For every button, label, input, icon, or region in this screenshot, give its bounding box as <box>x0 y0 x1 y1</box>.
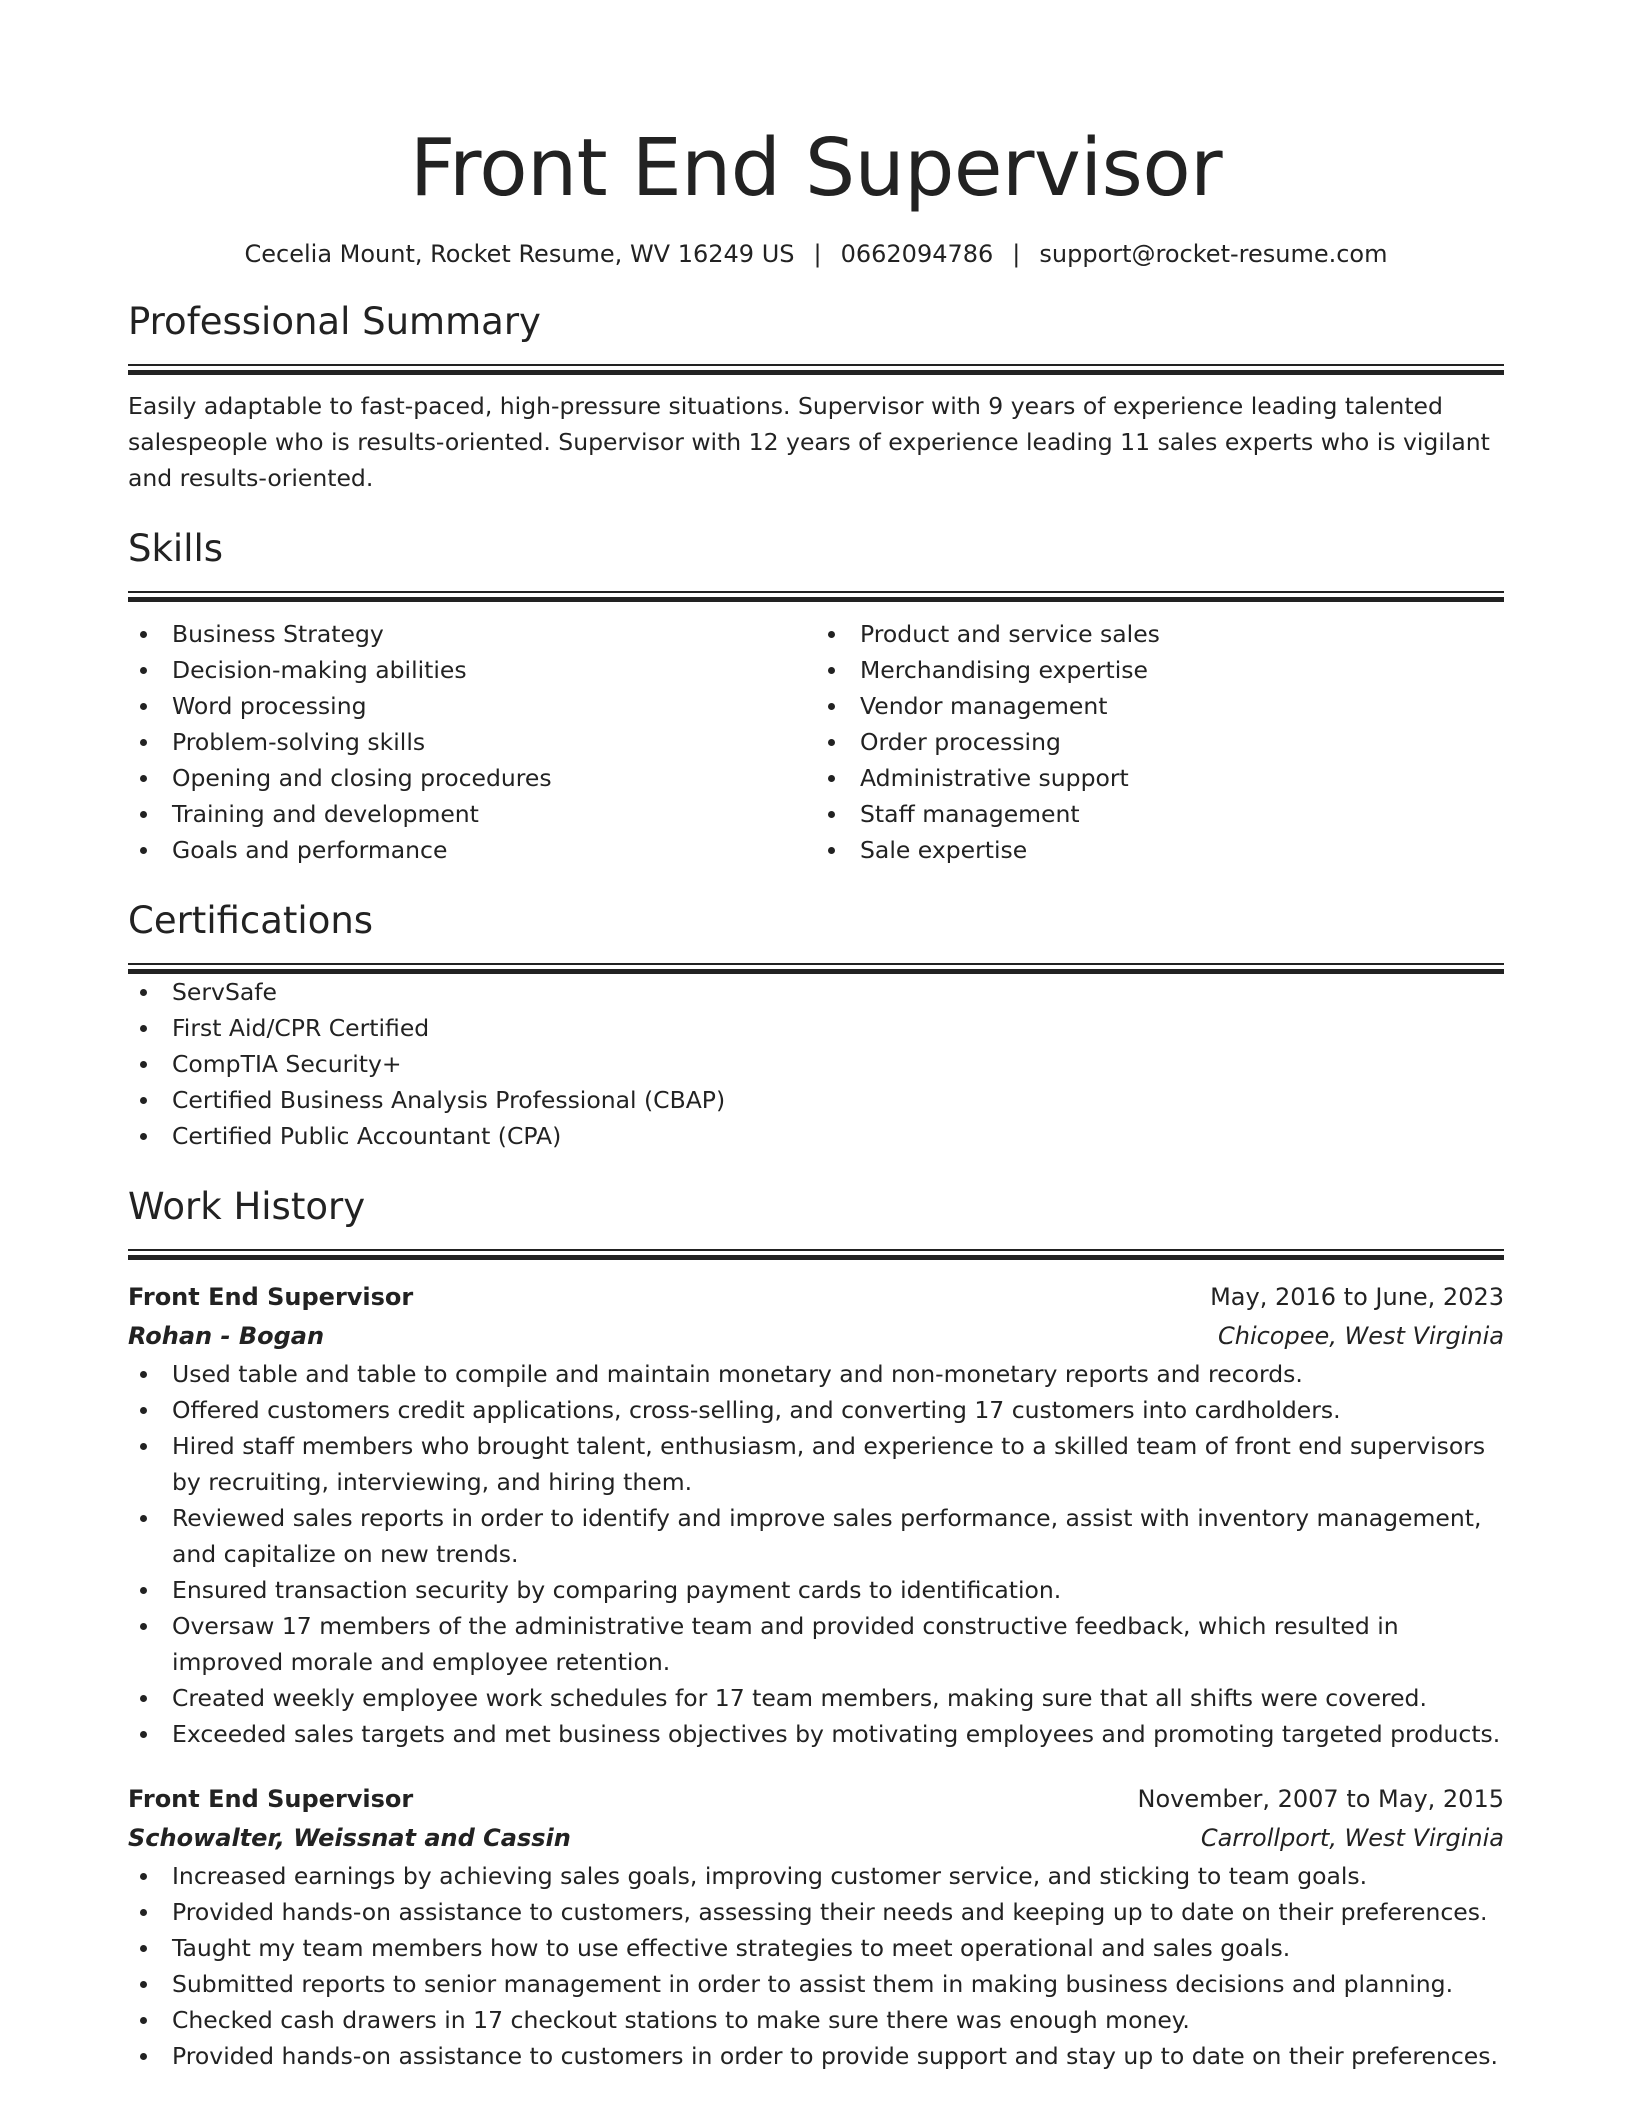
contact-address: Cecelia Mount, Rocket Resume, WV 16249 US <box>244 240 795 268</box>
skill-item: Vendor management <box>816 688 1504 724</box>
job-company-row <box>128 1819 1504 1858</box>
skill-item: Staff management <box>816 796 1504 832</box>
contact-separator: | <box>813 240 822 268</box>
job-location: Chicopee, West Virginia <box>1217 1322 1504 1350</box>
job-bullet: Checked cash drawers in 17 checkout stations to make sure there was enough money. <box>128 2002 1504 2038</box>
section-heading: Certifications <box>128 899 374 942</box>
skill-item: Training and development <box>128 796 816 832</box>
skill-item: Opening and closing procedures <box>128 760 816 796</box>
skills-list-right <box>816 616 1504 868</box>
job-bullet: Taught my team members how to use effective strategies to meet operational and sales goals. <box>128 1930 1504 1966</box>
job-bullet: Oversaw 17 members of the administrative team and provided constructive feedback, which resulted in improved morale and employee retention. <box>128 1608 1504 1680</box>
certifications-list <box>128 974 1504 1154</box>
section-heading: Professional Summary <box>128 300 541 343</box>
job-bullet-list <box>128 1356 1504 1752</box>
skill-item: Product and service sales <box>816 616 1504 652</box>
job-header-row <box>128 1780 1504 1819</box>
job-bullet: Exceeded sales targets and met business objectives by motivating employees and promoting targeted products. <box>128 1716 1504 1752</box>
job-bullet: Reviewed sales reports in order to identify and improve sales performance, assist with inventory management, and capitalize on new trends. <box>128 1500 1504 1572</box>
skills-column-right <box>816 616 1504 868</box>
job-entry <box>128 1780 1504 2074</box>
job-bullet-list <box>128 1858 1504 2074</box>
job-title: Front End Supervisor <box>128 1283 414 1311</box>
job-entry <box>128 1278 1504 1752</box>
job-bullet: Offered customers credit applications, cross-selling, and converting 17 customers into cardholders. <box>128 1392 1504 1428</box>
skill-item: Order processing <box>816 724 1504 760</box>
certification-item: First Aid/CPR Certified <box>128 1010 1504 1046</box>
skills-grid <box>128 616 1504 868</box>
job-header-row <box>128 1278 1504 1317</box>
job-bullet: Submitted reports to senior management in order to assist them in making business decisions and planning. <box>128 1966 1504 2002</box>
job-bullet: Increased earnings by achieving sales goals, improving customer service, and sticking to team goals. <box>128 1858 1504 1894</box>
job-bullet: Provided hands-on assistance to customers in order to provide support and stay up to date on their preferences. <box>128 2038 1504 2074</box>
section-divider <box>128 364 1504 375</box>
contact-phone: 0662094786 <box>840 240 994 268</box>
resume-content <box>128 118 1504 2074</box>
skill-item: Word processing <box>128 688 816 724</box>
contact-separator: | <box>1012 240 1021 268</box>
section-divider <box>128 963 1504 974</box>
certification-item: CompTIA Security+ <box>128 1046 1504 1082</box>
section-heading: Work History <box>128 1185 366 1228</box>
resume-title: Front End Supervisor <box>409 122 1223 214</box>
job-bullet: Created weekly employee work schedules for 17 team members, making sure that all shifts were covered. <box>128 1680 1504 1716</box>
job-location: Carrollport, West Virginia <box>1200 1824 1504 1852</box>
skill-item: Decision-making abilities <box>128 652 816 688</box>
skill-item: Problem-solving skills <box>128 724 816 760</box>
skill-item: Sale expertise <box>816 832 1504 868</box>
job-title: Front End Supervisor <box>128 1785 414 1813</box>
certification-item: Certified Business Analysis Professional (CBAP) <box>128 1082 1504 1118</box>
job-bullet: Used table and table to compile and maintain monetary and non-monetary reports and records. <box>128 1356 1504 1392</box>
skill-item: Merchandising expertise <box>816 652 1504 688</box>
contact-line <box>128 239 1504 269</box>
job-dates: May, 2016 to June, 2023 <box>1210 1283 1504 1311</box>
job-dates: November, 2007 to May, 2015 <box>1137 1785 1504 1813</box>
skills-list-left <box>128 616 816 868</box>
skill-item: Administrative support <box>816 760 1504 796</box>
certification-item: Certified Public Accountant (CPA) <box>128 1118 1504 1154</box>
job-bullet: Ensured transaction security by comparing payment cards to identification. <box>128 1572 1504 1608</box>
job-company: Schowalter, Weissnat and Cassin <box>128 1824 571 1852</box>
contact-email: support@rocket-resume.com <box>1039 240 1388 268</box>
work-history-section <box>128 1185 1504 2074</box>
section-divider <box>128 1249 1504 1260</box>
certification-item: ServSafe <box>128 974 1504 1010</box>
job-company: Rohan - Bogan <box>128 1322 325 1350</box>
skills-column-left <box>128 616 816 868</box>
professional-summary-section <box>128 300 1504 496</box>
section-divider <box>128 591 1504 602</box>
skill-item: Goals and performance <box>128 832 816 868</box>
job-company-row <box>128 1317 1504 1356</box>
job-bullet: Hired staff members who brought talent, enthusiasm, and experience to a skilled team of front end supervisors by recruiting, interviewing, and hiring them. <box>128 1428 1504 1500</box>
summary-text: Easily adaptable to fast-paced, high-pressure situations. Supervisor with 9 years of experience leading talented salespeople who is results-oriented. Supervisor with 12 years of experience leading 11 sales experts who is vigilant and results-oriented. <box>128 392 1490 492</box>
job-bullet: Provided hands-on assistance to customers, assessing their needs and keeping up to date on their preferences. <box>128 1894 1504 1930</box>
skill-item: Business Strategy <box>128 616 816 652</box>
section-heading: Skills <box>128 527 224 570</box>
certifications-section <box>128 899 1504 1154</box>
skills-section <box>128 527 1504 868</box>
